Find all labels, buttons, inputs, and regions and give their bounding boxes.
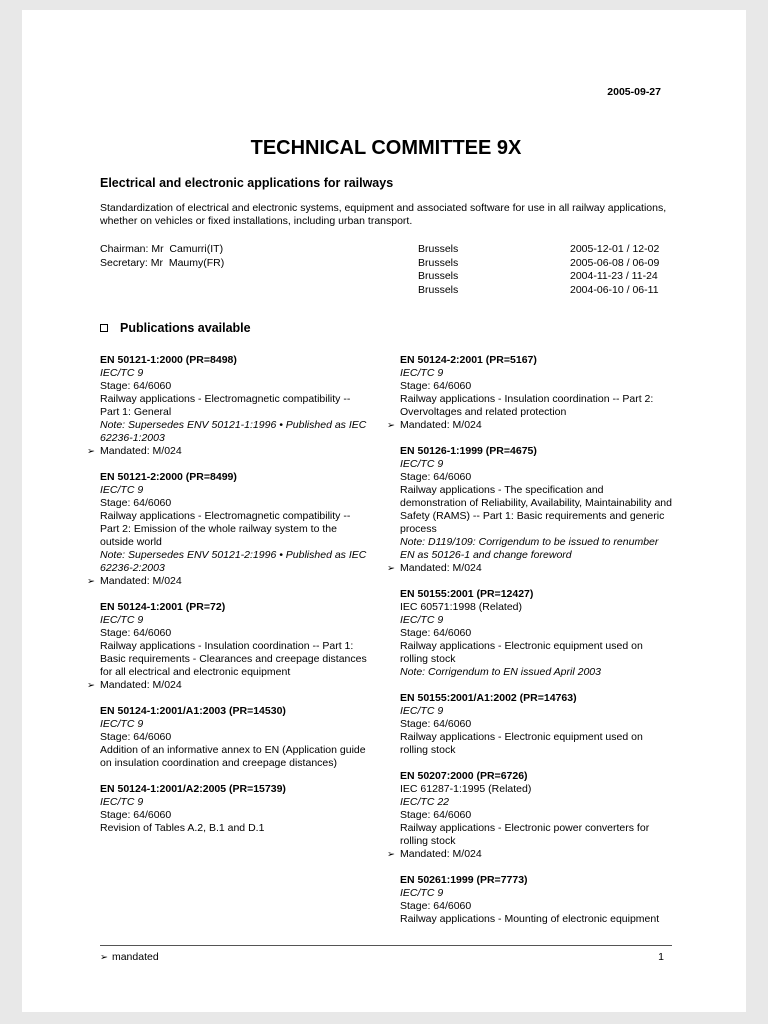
publication-text-line: Railway applications - Electromagnetic compatibility -- Part 2: Emission of the whole railway system to the outside world <box>100 510 351 548</box>
publication-entry <box>87 354 372 458</box>
publication-note-or-committee-line: IEC/TC 22 <box>400 796 450 808</box>
publication-note-or-committee-line: IEC/TC 9 <box>400 887 444 899</box>
page-title: TECHNICAL COMMITTEE 9X <box>250 137 522 159</box>
publication-text-line: Stage: 64/6060 <box>400 718 472 730</box>
publication-text-line: Stage: 64/6060 <box>100 731 172 743</box>
meeting-dates: 2004-06-10 / 06-11 <box>570 283 659 296</box>
publication-text-line: Railway applications - Electromagnetic compatibility -- Part 1: General <box>100 393 351 418</box>
publication-title: EN 50124-1:2001/A2:2005 (PR=15739) <box>100 783 286 795</box>
document-page <box>22 10 746 1012</box>
mandated-text: Mandated: M/024 <box>100 445 182 457</box>
document-date: 2005-09-27 <box>607 86 661 98</box>
publication-note-or-committee-line: IEC/TC 9 <box>100 484 144 496</box>
publication-entry <box>100 783 372 835</box>
publication-mandated-line <box>87 575 372 588</box>
publications-left-column <box>87 354 372 939</box>
publication-entry <box>87 471 372 588</box>
page-footer <box>100 945 672 963</box>
mandated-arrow-icon: ➢ <box>387 849 395 860</box>
publication-text-line: Railway applications - The specification and demonstration of Reliability, Availability, Maintainability and Safety (RAMS) -- Part 1: Basic requirements and generic process <box>400 484 672 535</box>
publication-note-or-committee-line: IEC/TC 9 <box>400 705 444 717</box>
publication-text-line: Stage: 64/6060 <box>100 380 172 392</box>
document-subtitle: Electrical and electronic applications for railways <box>100 176 394 190</box>
mandated-arrow-icon: ➢ <box>87 680 95 691</box>
publication-title: EN 50124-2:2001 (PR=5167) <box>400 354 537 366</box>
mandated-arrow-icon: ➢ <box>87 576 95 587</box>
publication-title: EN 50261:1999 (PR=7773) <box>400 874 528 886</box>
meeting-row <box>100 257 672 271</box>
publication-title: EN 50207:2000 (PR=6726) <box>400 770 528 782</box>
publication-title: EN 50155:2001 (PR=12427) <box>400 588 534 600</box>
publication-entry <box>387 445 672 575</box>
publication-text-line: Railway applications - Electronic equipment used on rolling stock <box>400 731 643 756</box>
mandated-arrow-icon: ➢ <box>387 563 395 574</box>
publication-entry <box>400 588 672 679</box>
publications-right-column <box>387 354 672 939</box>
publication-text-line: Stage: 64/6060 <box>400 380 472 392</box>
meeting-row <box>100 243 672 257</box>
meeting-dates: 2005-06-08 / 06-09 <box>570 256 660 269</box>
meeting-row <box>100 270 672 284</box>
publication-text-line: Stage: 64/6060 <box>400 809 472 821</box>
mandated-text: Mandated: M/024 <box>100 679 182 691</box>
publication-text-line: Railway applications - Insulation coordination -- Part 1: Basic requirements - Clearances and creepage distances for all electrical and electronic equipment <box>100 640 367 678</box>
section-title: Publications available <box>120 321 251 335</box>
publication-text-line: Railway applications - Electronic equipment used on rolling stock <box>400 640 643 665</box>
mandated-arrow-icon: ➢ <box>87 446 95 457</box>
mandated-text: Mandated: M/024 <box>400 562 482 574</box>
publication-text-line: Railway applications - Mounting of electronic equipment <box>400 913 660 925</box>
publication-note-or-committee-line: Note: Corrigendum to EN issued April 2003 <box>400 666 601 678</box>
publication-title: EN 50126-1:1999 (PR=4675) <box>400 445 537 457</box>
meeting-location: Brussels <box>418 243 459 255</box>
publication-text-line: Railway applications - Insulation coordination -- Part 2: Overvoltages and related protection <box>400 393 654 418</box>
publication-text-line: Addition of an informative annex to EN (Application guide on insulation coordination and creepage distances) <box>100 744 366 769</box>
publication-entry <box>87 601 372 692</box>
publication-mandated-line <box>387 419 672 432</box>
publication-text-line: IEC 61287-1:1995 (Related) <box>400 783 532 795</box>
publication-note-or-committee-line: IEC/TC 9 <box>400 458 444 470</box>
mandated-arrow-icon: ➢ <box>100 952 108 963</box>
footer-mandated-legend <box>100 951 159 963</box>
publication-note-or-committee-line: IEC/TC 9 <box>100 614 144 626</box>
footer-mandated-label: mandated <box>111 951 159 963</box>
publication-entry <box>400 692 672 757</box>
publication-entry <box>387 354 672 432</box>
publication-note-or-committee-line: IEC/TC 9 <box>400 614 444 626</box>
publication-note-or-committee-line: IEC/TC 9 <box>400 367 444 379</box>
publication-entry <box>400 874 672 926</box>
meeting-label: Chairman: Mr Camurri(IT) <box>100 243 224 255</box>
publication-note-or-committee-line: Note: Supersedes ENV 50121-1:1996 • Published as IEC 62236-1:2003 <box>100 419 367 444</box>
publication-text-line: IEC 60571:1998 (Related) <box>400 601 522 613</box>
publication-note-or-committee-line: Note: D119/109: Corrigendum to be issued to renumber EN as 50126-1 and change foreword <box>400 536 659 561</box>
publication-entry <box>387 770 672 861</box>
mandated-text: Mandated: M/024 <box>400 419 482 431</box>
document-content <box>22 86 746 939</box>
meetings-table <box>100 243 672 297</box>
meeting-label <box>100 270 418 284</box>
meeting-label <box>100 284 418 298</box>
mandated-text: Mandated: M/024 <box>100 575 182 587</box>
meeting-row <box>100 284 672 298</box>
section-header <box>100 321 672 335</box>
publication-text-line: Stage: 64/6060 <box>400 900 472 912</box>
publication-note-or-committee-line: Note: Supersedes ENV 50121-2:1996 • Published as IEC 62236-2:2003 <box>100 549 367 574</box>
publication-title: EN 50121-2:2000 (PR=8499) <box>100 471 237 483</box>
publication-mandated-line <box>387 848 672 861</box>
meeting-location: Brussels <box>418 270 459 282</box>
meeting-dates: 2005-12-01 / 12-02 <box>570 243 660 255</box>
mandated-arrow-icon: ➢ <box>387 420 395 431</box>
publication-text-line: Stage: 64/6060 <box>400 471 472 483</box>
publication-note-or-committee-line: IEC/TC 9 <box>100 796 144 808</box>
publication-entry <box>100 705 372 770</box>
publication-mandated-line <box>87 445 372 458</box>
publication-text-line: Stage: 64/6060 <box>100 497 172 509</box>
meeting-dates: 2004-11-23 / 11-24 <box>570 270 658 282</box>
square-bullet-icon <box>100 324 108 332</box>
publication-mandated-line <box>387 562 672 575</box>
publications-list <box>87 354 672 939</box>
publication-note-or-committee-line: IEC/TC 9 <box>100 367 144 379</box>
meeting-location: Brussels <box>418 283 459 296</box>
publication-title: EN 50121-1:2000 (PR=8498) <box>100 354 237 366</box>
publication-mandated-line <box>87 679 372 692</box>
publication-text-line: Revision of Tables A.2, B.1 and D.1 <box>100 822 265 834</box>
meeting-label: Secretary: Mr Maumy(FR) <box>100 256 225 269</box>
publication-title: EN 50124-1:2001 (PR=72) <box>100 601 226 613</box>
publication-note-or-committee-line: IEC/TC 9 <box>100 718 144 730</box>
publication-text-line: Stage: 64/6060 <box>400 627 472 639</box>
publication-text-line: Stage: 64/6060 <box>100 809 172 821</box>
publication-title: EN 50155:2001/A1:2002 (PR=14763) <box>400 692 577 704</box>
mandated-text: Mandated: M/024 <box>400 848 482 860</box>
meeting-location: Brussels <box>418 256 459 269</box>
footer-page-number: 1 <box>658 951 664 963</box>
publication-text-line: Stage: 64/6060 <box>100 627 172 639</box>
publication-title: EN 50124-1:2001/A1:2003 (PR=14530) <box>100 705 286 717</box>
publication-text-line: Railway applications - Electronic power converters for rolling stock <box>400 822 650 847</box>
document-description: Standardization of electrical and electronic systems, equipment and associated software for use in all railway applications, whether on vehicles or fixed installations, including urban transport. <box>100 202 667 227</box>
